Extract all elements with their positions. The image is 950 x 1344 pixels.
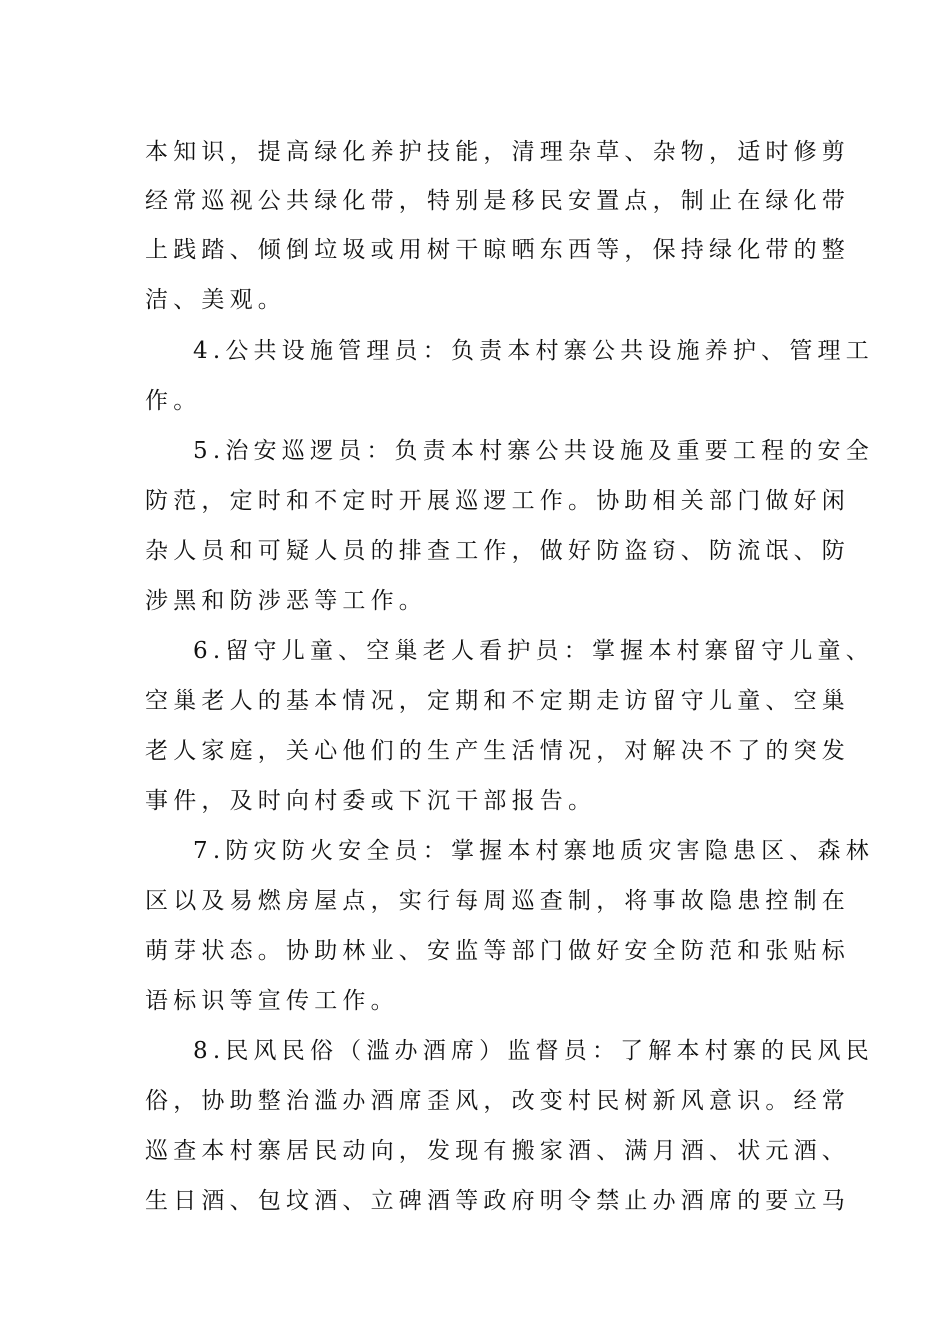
paragraph-4-first-line: 4.公共设施管理员：负责本村寨公共设施养护、管理工 xyxy=(193,338,874,364)
text-line: 巡查本村寨居民动向，发现有搬家酒、满月酒、状元酒、 xyxy=(145,1138,850,1164)
text-line: 萌芽状态。协助林业、安监等部门做好安全防范和张贴标 xyxy=(145,938,850,964)
paragraph-5-first-line: 5.治安巡逻员：负责本村寨公共设施及重要工程的安全 xyxy=(193,438,874,464)
text-line: 空巢老人的基本情况，定期和不定期走访留守儿童、空巢 xyxy=(145,688,850,714)
text-line: 区以及易燃房屋点，实行每周巡查制，将事故隐患控制在 xyxy=(145,888,850,914)
text-line: 上践踏、倾倒垃圾或用树干晾晒东西等，保持绿化带的整 xyxy=(145,237,850,263)
text-line: 作。 xyxy=(145,388,202,414)
text-line: 杂人员和可疑人员的排查工作，做好防盗窃、防流氓、防 xyxy=(145,538,850,564)
text-line: 洁、美观。 xyxy=(145,287,286,313)
paragraph-8-first-line: 8.民风民俗（滥办酒席）监督员：了解本村寨的民风民 xyxy=(193,1038,874,1064)
text-line: 生日酒、包坟酒、立碑酒等政府明令禁止办酒席的要立马 xyxy=(145,1188,850,1214)
text-line: 俗，协助整治滥办酒席歪风，改变村民树新风意识。经常 xyxy=(145,1088,850,1114)
paragraph-6-first-line: 6.留守儿童、空巢老人看护员：掌握本村寨留守儿童、 xyxy=(193,638,874,664)
text-line: 语标识等宣传工作。 xyxy=(145,988,399,1014)
text-line: 事件，及时向村委或下沉干部报告。 xyxy=(145,788,597,814)
text-line: 防范，定时和不定时开展巡逻工作。协助相关部门做好闲 xyxy=(145,488,850,514)
text-line: 老人家庭，关心他们的生产生活情况，对解决不了的突发 xyxy=(145,738,850,764)
text-line: 经常巡视公共绿化带，特别是移民安置点，制止在绿化带 xyxy=(145,188,850,214)
paragraph-7-first-line: 7.防灾防火安全员：掌握本村寨地质灾害隐患区、森林 xyxy=(193,838,874,864)
text-line: 涉黑和防涉恶等工作。 xyxy=(145,588,427,614)
text-line: 本知识，提高绿化养护技能，清理杂草、杂物，适时修剪 xyxy=(145,139,850,165)
